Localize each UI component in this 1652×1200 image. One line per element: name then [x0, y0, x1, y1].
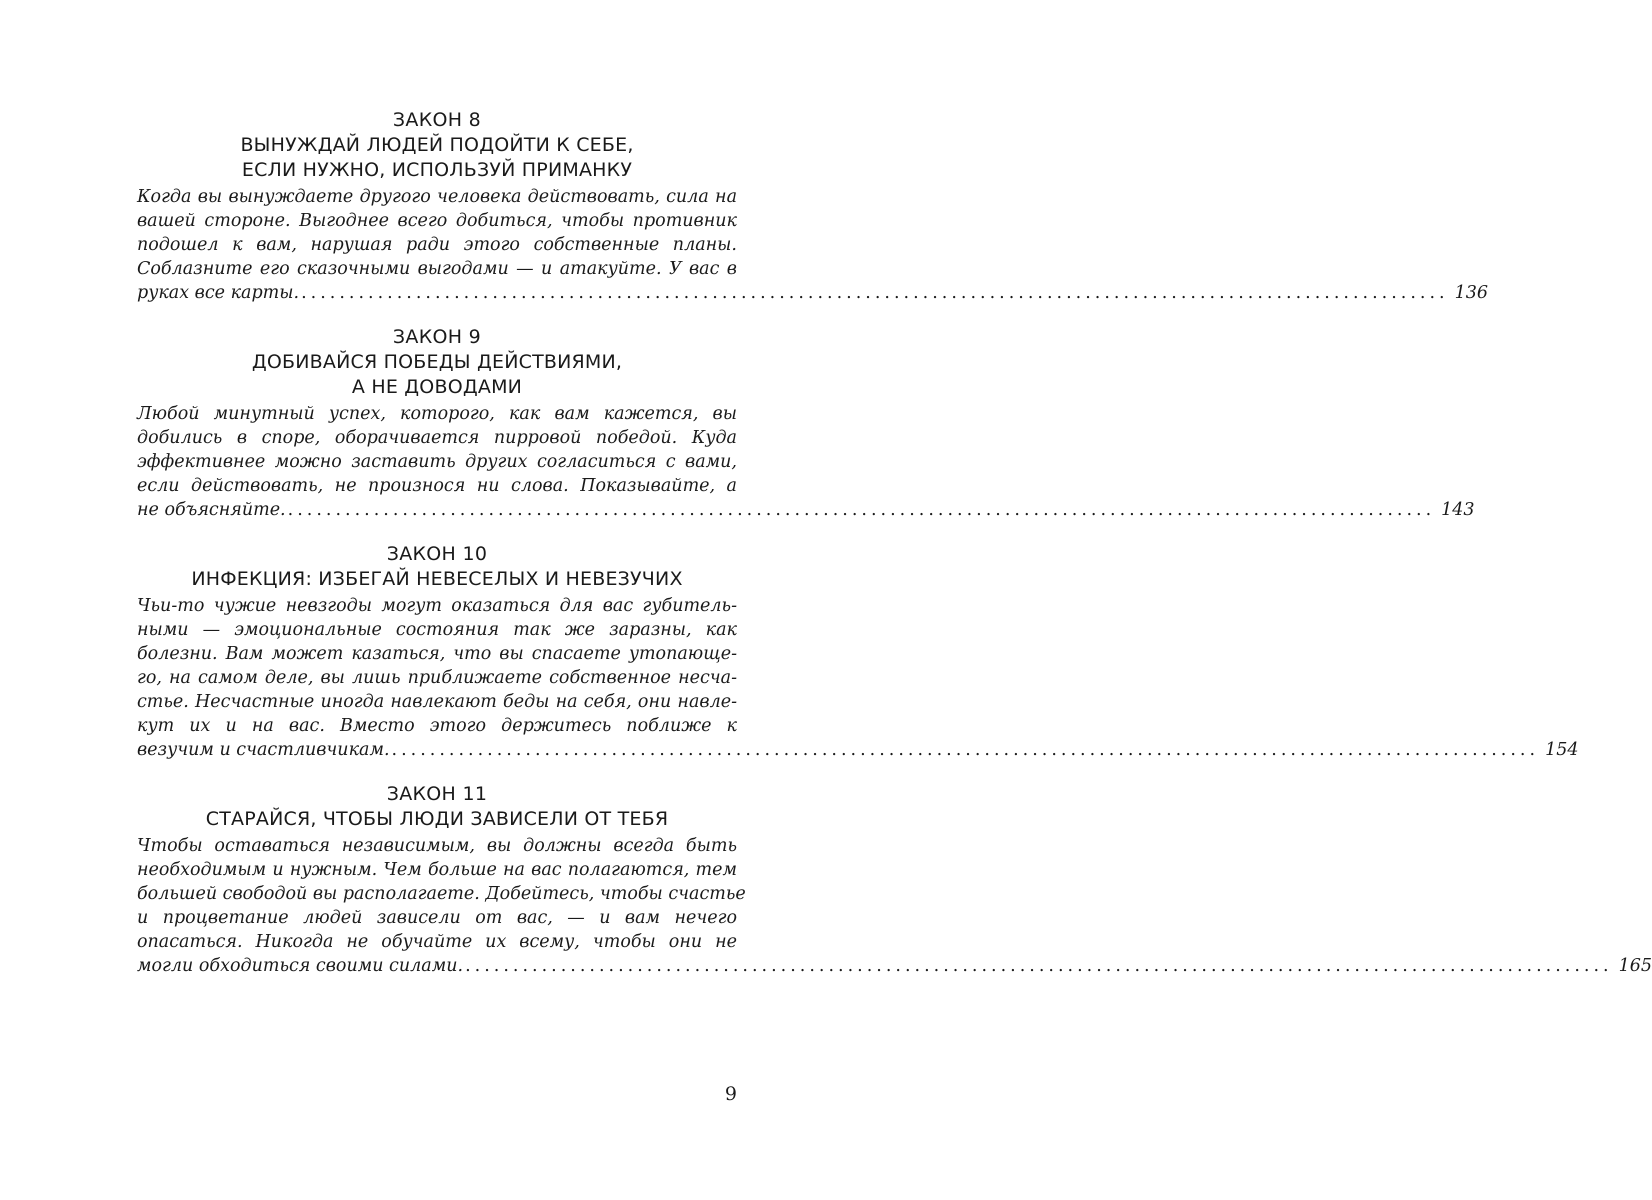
description-line: и процветание людей зависели от вас, — и вам нечего: [137, 908, 737, 928]
law-number: ЗАКОН 8: [392, 109, 482, 131]
description-line: эффективнее можно заставить других согласиться с вами,: [137, 452, 737, 472]
description-line: не объясняйте.: [137, 500, 286, 520]
law-title-line: ИНФЕКЦИЯ: ИЗБЕГАЙ НЕВЕСЕЛЫХ И НЕВЕЗУЧИХ: [191, 568, 683, 590]
law-title-line: ЕСЛИ НУЖНО, ИСПОЛЬЗУЙ ПРИМАНКУ: [241, 159, 633, 181]
page-number: 165: [1618, 956, 1652, 976]
description-line: везучим и счастливчикам.: [137, 740, 390, 760]
law-entry-8: [137, 108, 1489, 305]
description-line: добились в споре, оборачивается пирровой победой. Куда: [137, 428, 737, 448]
description-line: Чьи-то чужие невзгоды могут оказаться для вас губитель-: [137, 596, 737, 616]
description-line: кут их и на вас. Вместо этого держитесь поближе к: [137, 716, 737, 736]
description-line: го, на самом деле, вы лишь приближаете собственное несча-: [137, 668, 737, 688]
description-last-line: [137, 281, 1489, 305]
leader-dots: ........................................................................................................................: [301, 283, 1449, 303]
description-last-line: [137, 954, 1652, 978]
law-description: [137, 185, 1489, 305]
description-line: стье. Несчастные иногда навлекают беды на себя, они навле-: [137, 692, 737, 712]
law-title-line: СТАРАЙСЯ, ЧТОБЫ ЛЮДИ ЗАВИСЕЛИ ОТ ТЕБЯ: [205, 808, 669, 830]
law-title-line: ДОБИВАЙСЯ ПОБЕДЫ ДЕЙСТВИЯМИ,: [251, 351, 623, 373]
leader-dots: ........................................................................................................................: [391, 740, 1540, 760]
law-description: [137, 402, 1475, 522]
law-title: [137, 807, 737, 832]
description-line: ными — эмоциональные состояния так же заразны, как: [137, 620, 737, 640]
law-title: [137, 567, 737, 592]
description-line: большей свободой вы располагаете. Добейтесь, чтобы счастье: [137, 884, 746, 904]
law-number: ЗАКОН 11: [386, 783, 488, 805]
law-number: ЗАКОН 10: [386, 543, 488, 565]
description-line: могли обходиться своими силами.: [137, 956, 464, 976]
leader-dots: ........................................................................................................................: [465, 956, 1613, 976]
description-line: руках все карты.: [137, 283, 300, 303]
leader-dots: ........................................................................................................................: [287, 500, 1436, 520]
page-number: 154: [1545, 740, 1579, 760]
description-line: болезни. Вам может казаться, что вы спасаете утопающе-: [137, 644, 737, 664]
description-last-line: [137, 738, 1579, 762]
description-line: опасаться. Никогда не обучайте их всему, чтобы они не: [137, 932, 737, 952]
table-of-contents: [137, 108, 1652, 998]
law-title-line: ВЫНУЖДАЙ ЛЮДЕЙ ПОДОЙТИ К СЕБЕ,: [240, 134, 634, 156]
law-number: ЗАКОН 9: [392, 326, 482, 348]
page-number: 136: [1454, 283, 1489, 303]
law-entry-9: [137, 325, 1475, 522]
description-line: вашей стороне. Выгоднее всего добиться, чтобы противник: [137, 211, 737, 231]
law-title-line: А НЕ ДОВОДАМИ: [351, 376, 523, 398]
description-line: Чтобы оставаться независимым, вы должны всегда быть: [137, 836, 737, 856]
law-title: [137, 133, 737, 183]
law-entry-11: [137, 782, 1652, 978]
description-line: Любой минутный успех, которого, как вам кажется, вы: [137, 404, 737, 424]
law-title: [137, 350, 737, 400]
law-description: [137, 834, 1652, 978]
law-description: [137, 594, 1579, 762]
description-last-line: [137, 498, 1475, 522]
description-line: Когда вы вынуждаете другого человека действовать, сила на: [137, 187, 737, 207]
law-entry-10: [137, 542, 1579, 762]
description-line: если действовать, не произнося ни слова. Показывайте, а: [137, 476, 737, 496]
description-line: Соблазните его сказочными выгодами — и атакуйте. У вас в: [137, 259, 737, 279]
folio-page-number: 9: [724, 1083, 737, 1105]
description-line: необходимым и нужным. Чем больше на вас полагаются, тем: [137, 860, 737, 880]
page-number: 143: [1441, 500, 1475, 520]
description-line: подошел к вам, нарушая ради этого собственные планы.: [137, 235, 737, 255]
